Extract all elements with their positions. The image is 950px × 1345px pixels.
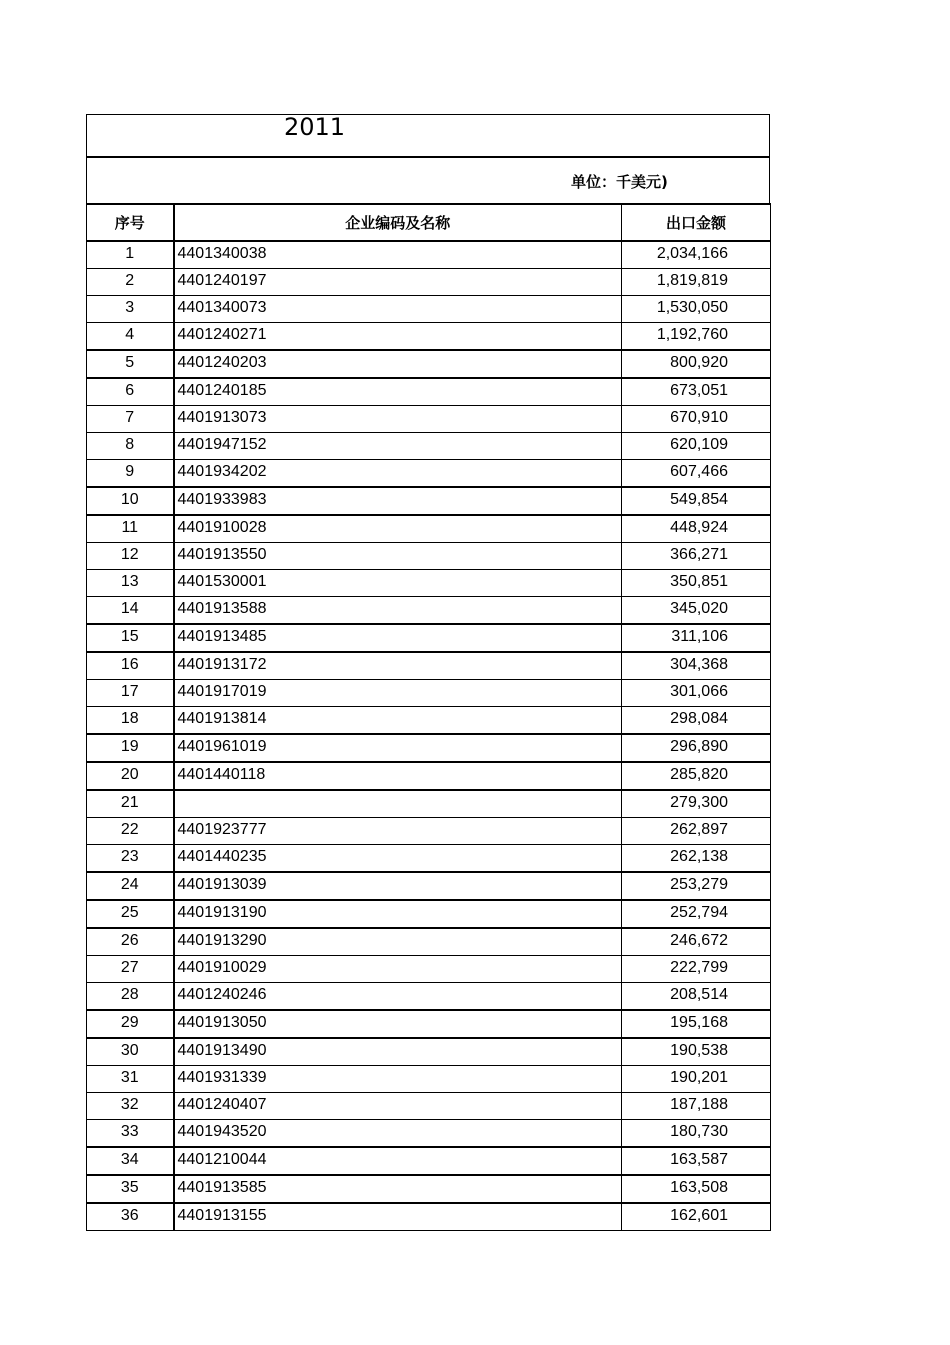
row-index: 35 — [87, 1175, 174, 1203]
row-index: 31 — [87, 1066, 174, 1093]
table-row — [87, 983, 771, 1011]
row-amount: 345,020 — [622, 597, 771, 625]
row-code: 4401913155 — [174, 1203, 622, 1231]
row-code: 4401910029 — [174, 956, 622, 983]
row-code: 4401530001 — [174, 570, 622, 597]
row-amount: 296,890 — [622, 734, 771, 762]
table-row — [87, 515, 771, 543]
row-code: 4401240197 — [174, 269, 622, 296]
row-index: 18 — [87, 707, 174, 735]
row-code: 4401913290 — [174, 928, 622, 956]
row-code: 4401440235 — [174, 845, 622, 873]
table-row — [87, 269, 771, 296]
row-index: 8 — [87, 433, 174, 460]
row-code: 4401340038 — [174, 241, 622, 269]
row-index: 5 — [87, 350, 174, 378]
unit-row — [86, 158, 770, 203]
table-row — [87, 460, 771, 488]
row-amount: 222,799 — [622, 956, 771, 983]
table-row — [87, 762, 771, 790]
table-row — [87, 900, 771, 928]
row-amount: 262,138 — [622, 845, 771, 873]
table-row — [87, 543, 771, 570]
row-amount: 190,201 — [622, 1066, 771, 1093]
table-row — [87, 956, 771, 983]
row-index: 36 — [87, 1203, 174, 1231]
row-index: 1 — [87, 241, 174, 269]
row-amount: 279,300 — [622, 790, 771, 818]
row-index: 6 — [87, 378, 174, 406]
row-code: 4401913039 — [174, 872, 622, 900]
row-code: 4401913190 — [174, 900, 622, 928]
row-index: 29 — [87, 1010, 174, 1038]
row-code: 4401240246 — [174, 983, 622, 1011]
row-index: 21 — [87, 790, 174, 818]
row-amount: 1,819,819 — [622, 269, 771, 296]
row-amount: 195,168 — [622, 1010, 771, 1038]
row-index: 10 — [87, 487, 174, 515]
table-row — [87, 350, 771, 378]
row-index: 25 — [87, 900, 174, 928]
row-code: 4401440118 — [174, 762, 622, 790]
table-row — [87, 680, 771, 707]
table-row — [87, 1066, 771, 1093]
table-row — [87, 1120, 771, 1148]
row-amount: 549,854 — [622, 487, 771, 515]
table-row — [87, 845, 771, 873]
row-code: 4401913585 — [174, 1175, 622, 1203]
row-index: 17 — [87, 680, 174, 707]
row-code: 4401340073 — [174, 296, 622, 323]
row-code: 4401931339 — [174, 1066, 622, 1093]
row-code: 4401923777 — [174, 818, 622, 845]
row-code: 4401961019 — [174, 734, 622, 762]
row-amount: 252,794 — [622, 900, 771, 928]
row-index: 14 — [87, 597, 174, 625]
row-amount: 350,851 — [622, 570, 771, 597]
table-row — [87, 790, 771, 818]
unit-label: 单位：千美元) — [571, 173, 668, 191]
row-amount: 2,034,166 — [622, 241, 771, 269]
row-code: 4401913490 — [174, 1038, 622, 1066]
row-amount: 311,106 — [622, 624, 771, 652]
row-code: 4401913550 — [174, 543, 622, 570]
table-row — [87, 487, 771, 515]
row-index: 11 — [87, 515, 174, 543]
row-amount: 1,530,050 — [622, 296, 771, 323]
table-row — [87, 433, 771, 460]
row-amount: 448,924 — [622, 515, 771, 543]
row-amount: 366,271 — [622, 543, 771, 570]
table-row — [87, 872, 771, 900]
row-amount: 673,051 — [622, 378, 771, 406]
table-row — [87, 1147, 771, 1175]
table-row — [87, 707, 771, 735]
row-index: 28 — [87, 983, 174, 1011]
table-row — [87, 1010, 771, 1038]
row-code: 4401910028 — [174, 515, 622, 543]
row-code: 4401240185 — [174, 378, 622, 406]
row-amount: 246,672 — [622, 928, 771, 956]
table-row — [87, 1038, 771, 1066]
row-index: 24 — [87, 872, 174, 900]
row-code — [174, 790, 622, 818]
row-index: 15 — [87, 624, 174, 652]
table-row — [87, 597, 771, 625]
row-amount: 304,368 — [622, 652, 771, 680]
row-index: 9 — [87, 460, 174, 488]
table-row — [87, 652, 771, 680]
header-row — [87, 204, 771, 241]
row-index: 34 — [87, 1147, 174, 1175]
row-code: 4401913050 — [174, 1010, 622, 1038]
row-amount: 1,192,760 — [622, 323, 771, 351]
row-index: 2 — [87, 269, 174, 296]
export-table — [86, 203, 771, 1231]
row-index: 7 — [87, 406, 174, 433]
row-amount: 163,508 — [622, 1175, 771, 1203]
row-code: 4401913073 — [174, 406, 622, 433]
table-row — [87, 818, 771, 845]
row-index: 33 — [87, 1120, 174, 1148]
row-amount: 670,910 — [622, 406, 771, 433]
table-row — [87, 1175, 771, 1203]
header-index: 序号 — [87, 204, 174, 241]
row-code: 4401913588 — [174, 597, 622, 625]
row-amount: 180,730 — [622, 1120, 771, 1148]
sheet-title: 2011 — [284, 113, 346, 141]
row-amount: 620,109 — [622, 433, 771, 460]
title-row — [86, 114, 770, 158]
table-row — [87, 624, 771, 652]
row-index: 23 — [87, 845, 174, 873]
row-code: 4401943520 — [174, 1120, 622, 1148]
table-row — [87, 241, 771, 269]
row-code: 4401240203 — [174, 350, 622, 378]
row-index: 13 — [87, 570, 174, 597]
row-amount: 298,084 — [622, 707, 771, 735]
row-index: 22 — [87, 818, 174, 845]
row-amount: 301,066 — [622, 680, 771, 707]
row-code: 4401913814 — [174, 707, 622, 735]
row-amount: 285,820 — [622, 762, 771, 790]
row-code: 4401913485 — [174, 624, 622, 652]
row-index: 3 — [87, 296, 174, 323]
row-index: 30 — [87, 1038, 174, 1066]
table-row — [87, 1093, 771, 1120]
row-amount: 262,897 — [622, 818, 771, 845]
table-row — [87, 296, 771, 323]
export-sheet — [86, 114, 770, 1231]
row-code: 4401240407 — [174, 1093, 622, 1120]
row-index: 27 — [87, 956, 174, 983]
row-code: 4401947152 — [174, 433, 622, 460]
header-amount: 出口金额 — [622, 204, 771, 241]
table-row — [87, 323, 771, 351]
row-amount: 163,587 — [622, 1147, 771, 1175]
row-index: 32 — [87, 1093, 174, 1120]
table-row — [87, 734, 771, 762]
table-row — [87, 406, 771, 433]
row-amount: 800,920 — [622, 350, 771, 378]
row-code: 4401917019 — [174, 680, 622, 707]
table-body — [87, 241, 771, 1231]
row-index: 4 — [87, 323, 174, 351]
row-code: 4401210044 — [174, 1147, 622, 1175]
row-index: 19 — [87, 734, 174, 762]
row-amount: 607,466 — [622, 460, 771, 488]
row-amount: 190,538 — [622, 1038, 771, 1066]
row-amount: 187,188 — [622, 1093, 771, 1120]
row-amount: 208,514 — [622, 983, 771, 1011]
row-index: 20 — [87, 762, 174, 790]
row-amount: 162,601 — [622, 1203, 771, 1231]
table-row — [87, 1203, 771, 1231]
row-amount: 253,279 — [622, 872, 771, 900]
row-index: 16 — [87, 652, 174, 680]
row-index: 26 — [87, 928, 174, 956]
row-code: 4401913172 — [174, 652, 622, 680]
table-row — [87, 928, 771, 956]
table-row — [87, 378, 771, 406]
row-code: 4401933983 — [174, 487, 622, 515]
row-code: 4401934202 — [174, 460, 622, 488]
header-name: 企业编码及名称 — [174, 204, 622, 241]
table-row — [87, 570, 771, 597]
row-index: 12 — [87, 543, 174, 570]
row-code: 4401240271 — [174, 323, 622, 351]
